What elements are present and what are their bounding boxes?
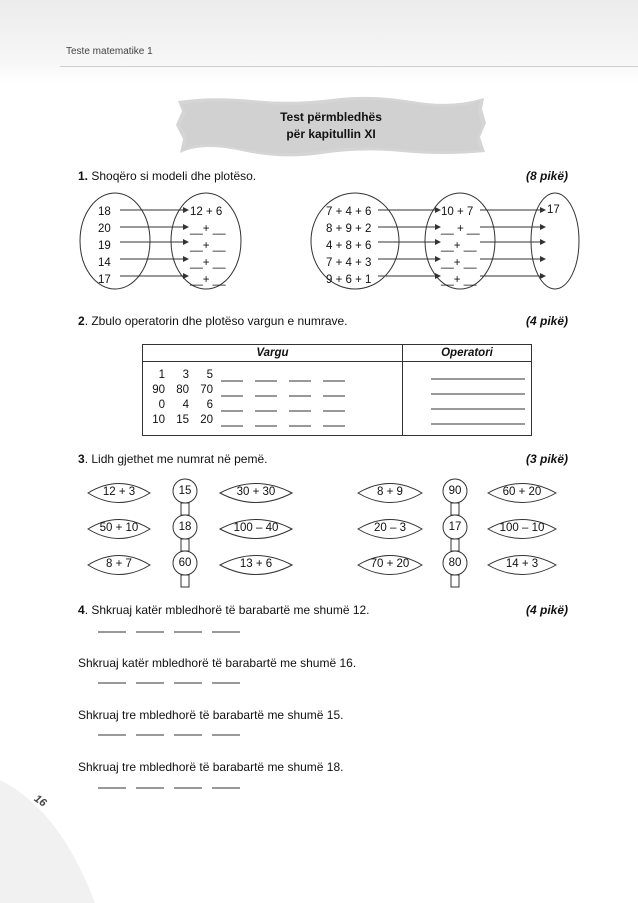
q3-points: (3 pikë)	[526, 452, 569, 466]
q1-left-expr[interactable]: __+ __	[190, 240, 226, 252]
q1-number: 1.	[78, 169, 89, 183]
q1-left-num: 14	[98, 257, 111, 269]
q1-left-expr[interactable]: __+ __	[190, 257, 226, 269]
q1-left-expr[interactable]: __+ __	[190, 223, 226, 235]
q1-left-num: 18	[98, 206, 111, 218]
col-header-operatori: Operatori	[403, 345, 532, 362]
q1-right-mid-expr[interactable]: __ + __	[441, 223, 480, 235]
q4-line-3: Shkruaj tre mbledhorë të barabartë me shumë 15.	[78, 708, 344, 722]
q4-text: . Shkruaj katër mbledhorë të barabartë me shumë 12.	[84, 603, 370, 617]
q1-result: 17	[547, 204, 560, 216]
seq-row-3: 10 15 20	[152, 413, 213, 426]
leaf-label[interactable]: 8 + 9	[377, 486, 403, 498]
q2-text: . Zbulo operatorin dhe plotëso vargun e numrave.	[84, 314, 348, 328]
q1-text: Shoqëro si modeli dhe plotëso.	[88, 169, 257, 183]
q1-right-mid-expr: 10 + 7	[441, 206, 474, 218]
seq-row-2: 0 4 6	[158, 398, 213, 411]
q2-points: (4 pikë)	[526, 314, 569, 328]
tree-number[interactable]: 60	[178, 557, 192, 569]
q1-right-mid-expr[interactable]: __+ __	[441, 274, 477, 286]
tree-number[interactable]: 17	[448, 521, 462, 533]
q2-number: 2	[78, 314, 85, 328]
q1-left-expr[interactable]: __+ __	[190, 274, 226, 286]
q4-line-2: Shkruaj katër mbledhorë të barabartë me shumë 16.	[78, 656, 357, 670]
q1-left-expr: 12 + 6	[190, 206, 223, 218]
seq-row-1: 90 80 70	[152, 383, 213, 396]
tree-number[interactable]: 90	[448, 485, 462, 497]
q1-left-num: 19	[98, 240, 111, 252]
banner-line-1: Test përmbledhës	[280, 110, 382, 124]
header-title: Teste matematike 1	[66, 46, 153, 57]
page-number: 16	[31, 792, 49, 810]
leaf-label[interactable]: 13 + 6	[239, 558, 273, 570]
q3-text: . Lidh gjethet me numrat në pemë.	[84, 452, 268, 466]
q1-left-num: 20	[98, 223, 111, 235]
q1-right-expr: 4 + 8 + 6	[326, 240, 372, 252]
col-header-vargu: Vargu	[143, 345, 403, 362]
page-corner-decoration	[0, 780, 120, 903]
q1-left-num: 17	[98, 274, 111, 286]
q4-points: (4 pikë)	[526, 603, 569, 617]
q1-right-expr: 7 + 4 + 3	[326, 257, 372, 269]
leaf-label[interactable]: 8 + 7	[106, 558, 132, 570]
tree-number[interactable]: 80	[448, 557, 462, 569]
q1-right-expr: 7 + 4 + 6	[326, 206, 372, 218]
leaf-label[interactable]: 20 – 3	[374, 522, 406, 534]
q1-right-expr: 9 + 6 + 1	[326, 274, 372, 286]
q1-right-mid-expr[interactable]: __+ __	[441, 257, 477, 269]
leaf-label[interactable]: 100 – 40	[233, 522, 279, 534]
q1-right-mid-expr[interactable]: __+ __	[441, 240, 477, 252]
banner-line-2: për kapitullin XI	[286, 127, 376, 141]
leaf-label[interactable]: 50 + 10	[99, 522, 139, 534]
q4-number: 4	[78, 603, 85, 617]
leaf-label[interactable]: 14 + 3	[505, 558, 539, 570]
leaf-label[interactable]: 70 + 20	[370, 558, 410, 570]
seq-row-0: 1 3 5	[158, 368, 213, 381]
q3-number: 3	[78, 452, 85, 466]
leaf-label[interactable]: 30 + 30	[236, 486, 276, 498]
tree-number[interactable]: 15	[178, 485, 192, 497]
leaf-label[interactable]: 60 + 20	[502, 486, 542, 498]
tree-number[interactable]: 18	[178, 521, 192, 533]
q4-line-4: Shkruaj tre mbledhorë të barabartë me shumë 18.	[78, 760, 344, 774]
leaf-label[interactable]: 100 – 10	[499, 522, 545, 534]
q1-points: (8 pikë)	[526, 169, 569, 183]
leaf-label[interactable]: 12 + 3	[102, 486, 136, 498]
q1-right-expr: 8 + 9 + 2	[326, 223, 372, 235]
